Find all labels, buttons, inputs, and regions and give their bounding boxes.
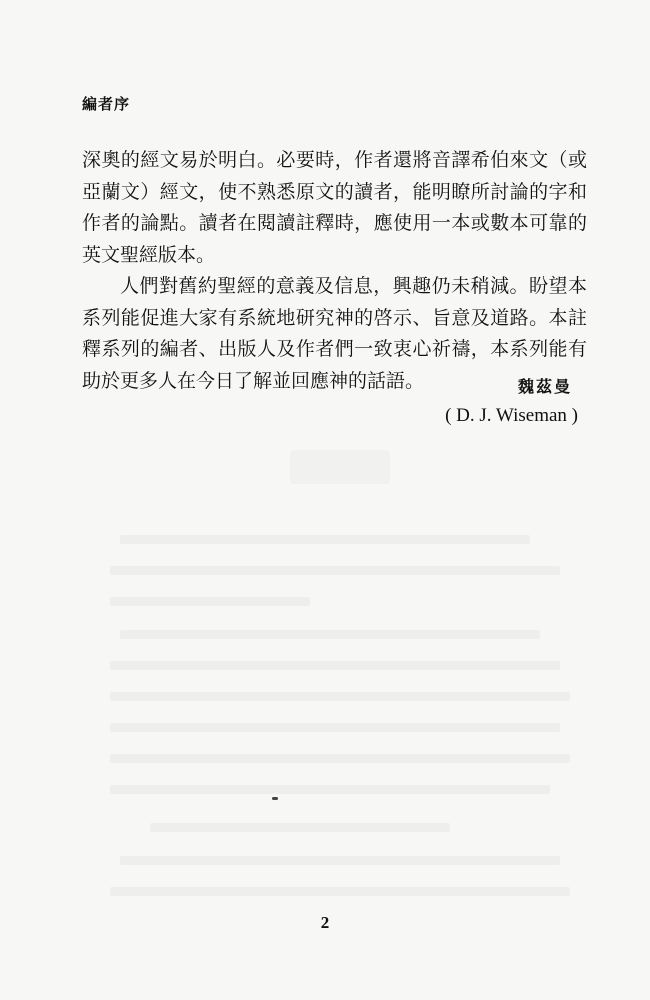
bleed-through-line <box>120 535 530 544</box>
signature-chinese-name: 魏茲曼 <box>517 377 572 396</box>
bleed-through-line <box>110 754 570 763</box>
body-text <box>82 145 587 397</box>
bleed-through-line <box>110 566 560 575</box>
signature-english-name: ( D. J. Wiseman ) <box>445 405 578 426</box>
bleed-through-line <box>150 823 450 832</box>
bleed-through-line <box>110 785 550 794</box>
page-number: 2 <box>320 913 330 932</box>
bleed-through-line <box>110 661 560 670</box>
paragraph: 人們對舊約聖經的意義及信息，興趣仍未稍減。盼望本系列能促進大家有系統地研究神的啓示、旨意及道路。本註釋系列的編者、出版人及作者們一致衷心祈禱，本系列能有助於更多人在今日了解並回應神的話語。 <box>82 275 587 392</box>
bleed-through-line <box>120 630 540 639</box>
bleed-through-title <box>290 450 390 484</box>
section-header: 編者序 <box>82 95 131 113</box>
print-speck <box>272 797 278 800</box>
bleed-through-line <box>110 597 310 606</box>
paragraph: 深奧的經文易於明白。必要時，作者還將音譯希伯來文（或亞蘭文）經文，使不熟悉原文的讀者，能明瞭所討論的字和作者的論點。讀者在閱讀註釋時，應使用一本或數本可靠的英文聖經版本。 <box>82 149 587 266</box>
bleed-through-line <box>110 692 570 701</box>
bleed-through-line <box>110 723 560 732</box>
bleed-through-line <box>110 887 570 896</box>
bleed-through-line <box>120 856 560 865</box>
